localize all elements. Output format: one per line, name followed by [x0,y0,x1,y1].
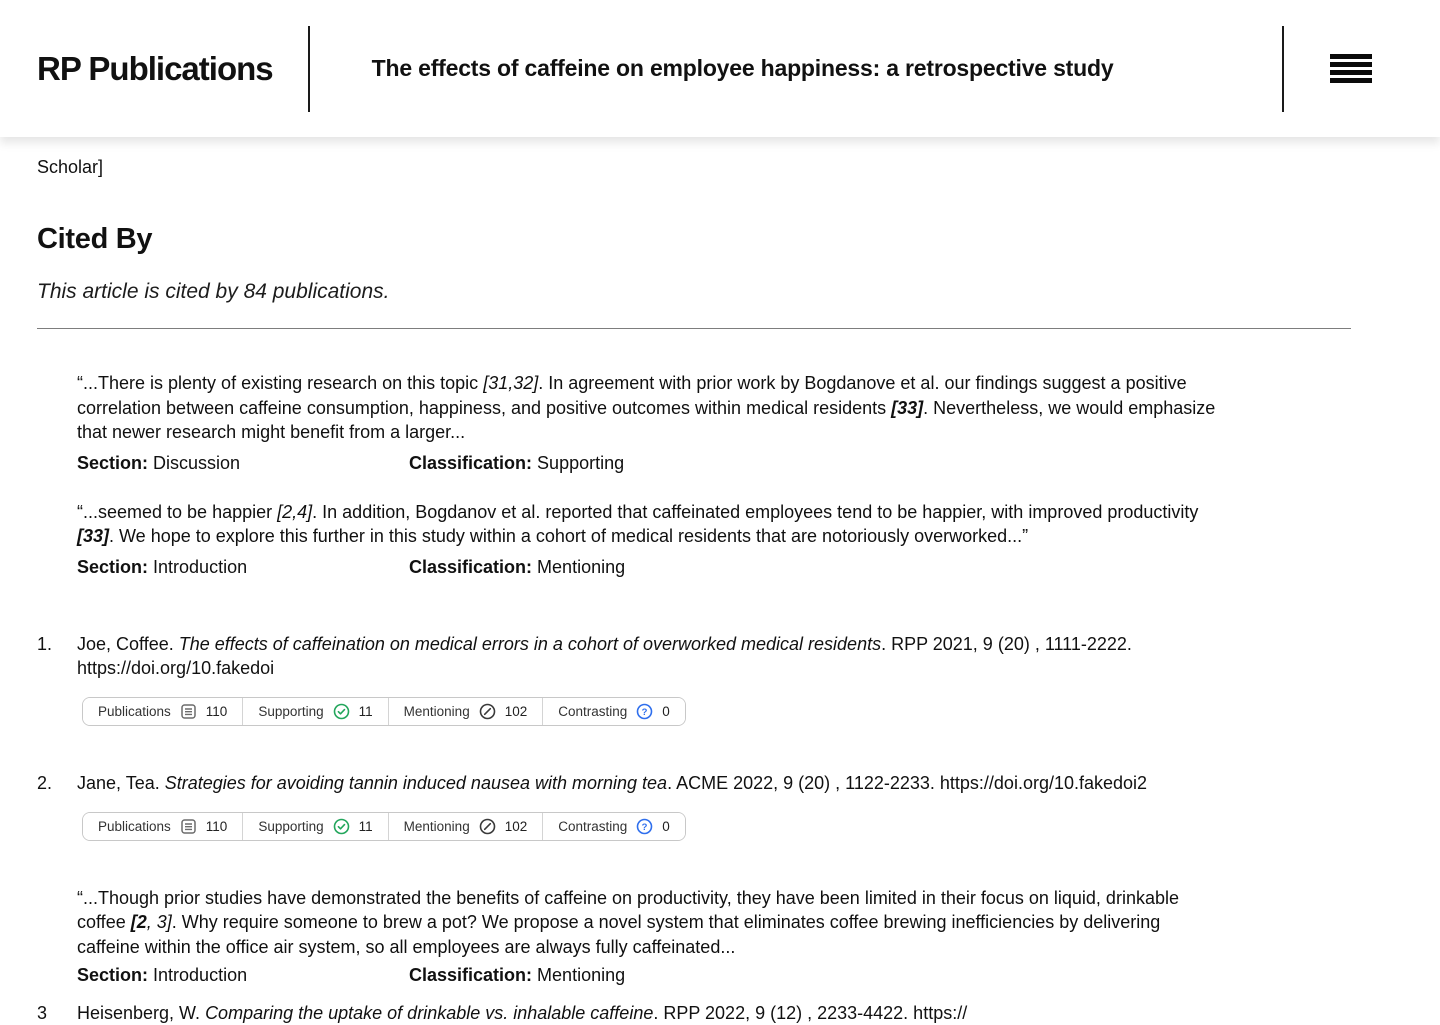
classification-value: Mentioning [537,556,626,577]
citation-number: 2. [37,772,53,793]
quote-classification [409,451,624,475]
citation-entry [37,771,1351,841]
app-header [0,0,1440,137]
question-circle-icon [636,818,653,835]
citation-entry [37,632,1351,726]
quote-meta [77,963,1223,987]
mentioning-count: 102 [504,818,528,834]
mentioning-count: 102 [504,703,528,719]
mentioning-label: Mentioning [403,703,470,719]
svg-text:?: ? [641,706,648,718]
quote-section [77,451,409,475]
citation-text: Heisenberg, W. Comparing the uptake of drinkable vs. inhalable caffeine. RPP 2022, 9 (12) , 2233-4422. https:// [77,1003,968,1023]
quote-text: “...There is plenty of existing research on this topic [31,32]. In agreement with prior work by Bogdanove et al. our findings suggest a positive correlation between caffeine consumption, happiness, and positive outcomes within medical residents [33]. Nevertheless, we would emphasize that newer research might benefit from a larger... [77,373,1216,442]
classification-label: Classification: [409,965,533,985]
slash-circle-icon [479,703,496,720]
publications-badge[interactable] [83,813,242,840]
citation-metrics-bar [82,697,686,726]
supporting-badge[interactable] [242,813,387,840]
contrasting-badge[interactable] [542,813,685,840]
supporting-label: Supporting [258,703,324,719]
section-value: Introduction [153,965,248,985]
hamburger-menu-icon[interactable] [1330,54,1372,84]
quote-text: “...seemed to be happier [2,4]. In addition, Bogdanov et al. reported that caffeinated employees tend to be happier, with improved productivity [33]. We hope to explore this further in this study within a cohort of medical residents that are notoriously overworked...” [77,501,1199,546]
mentioning-badge[interactable] [388,698,543,725]
supporting-label: Supporting [258,818,324,834]
section-value: Introduction [153,556,248,577]
classification-value: Mentioning [537,965,626,985]
quote-section [77,963,409,987]
quote-text: “...Though prior studies have demonstrated the benefits of caffeine on productivity, they have been limited in their focus on liquid, drinkable coffee [2, 3]. Why require someone to brew a pot? We propose a novel system that eliminates coffee brewing inefficiencies by delivering caffeine within the office air system, so all employees are always fully caffeinated... [77,887,1179,957]
hamburger-bar [1330,70,1372,75]
article-title: The effects of caffeine on employee happiness: a retrospective study [371,55,1114,82]
publications-count: 110 [205,703,228,719]
mentioning-label: Mentioning [403,818,470,834]
supporting-count: 11 [358,703,373,719]
header-divider-right [1282,26,1284,112]
quote-section [77,555,409,579]
contrasting-count: 0 [662,703,670,719]
citation-body [77,632,1223,726]
section-divider [37,328,1351,329]
contrasting-label: Contrasting [558,703,628,719]
quote-meta [77,451,1223,475]
header-divider-left [308,26,310,112]
quote-meta [77,555,1223,579]
citation-body [77,1001,1223,1025]
classification-label: Classification: [409,452,533,473]
citation-number: 3 [37,1003,48,1023]
citation-entry [37,1001,1351,1025]
cited-by-page [0,155,1440,1025]
question-circle-icon [636,703,653,720]
classification-label: Classification: [409,556,533,577]
citation-quote [77,886,1223,988]
svg-text:?: ? [641,821,648,833]
publications-count: 110 [205,818,228,834]
truncated-scholar-text: Scholar] [37,157,104,177]
quote-classification [409,555,625,579]
citation-body [77,771,1223,841]
section-label: Section: [77,452,149,473]
section-label: Section: [77,556,149,577]
citation-metrics-bar [82,812,686,841]
citation-quote [77,500,1223,579]
citation-quote [77,371,1223,475]
supporting-badge[interactable] [242,698,387,725]
cited-by-summary: This article is cited by 84 publications. [37,280,390,303]
classification-value: Supporting [537,452,625,473]
brand-logo[interactable]: RP Publications [37,49,273,87]
hamburger-bar [1330,78,1372,83]
slash-circle-icon [479,818,496,835]
check-circle-icon [333,818,350,835]
mentioning-badge[interactable] [388,813,543,840]
check-circle-icon [333,703,350,720]
supporting-count: 11 [358,818,373,834]
page-title: Cited By [37,223,153,255]
citation-text: Joe, Coffee. The effects of caffeination on medical errors in a cohort of overworked medical residents. RPP 2021, 9 (20) , 1111-2222. https://doi.org/10.fakedoi [77,633,1132,678]
publications-badge[interactable] [83,698,242,725]
contrasting-count: 0 [662,818,670,834]
quote-classification [409,963,625,987]
document-icon [180,703,197,720]
publications-label: Publications [98,703,171,719]
contrasting-label: Contrasting [558,818,628,834]
hamburger-bar [1330,54,1372,59]
document-icon [180,818,197,835]
contrasting-badge[interactable] [542,698,685,725]
section-label: Section: [77,965,149,985]
publications-label: Publications [98,818,171,834]
citation-number: 1. [37,633,53,654]
citation-text: Jane, Tea. Strategies for avoiding tannin induced nausea with morning tea. ACME 2022, 9 (20) , 1122-2233. https://doi.org/10.fakedoi2 [77,772,1148,793]
section-value: Discussion [153,452,241,473]
hamburger-bar [1330,62,1372,67]
